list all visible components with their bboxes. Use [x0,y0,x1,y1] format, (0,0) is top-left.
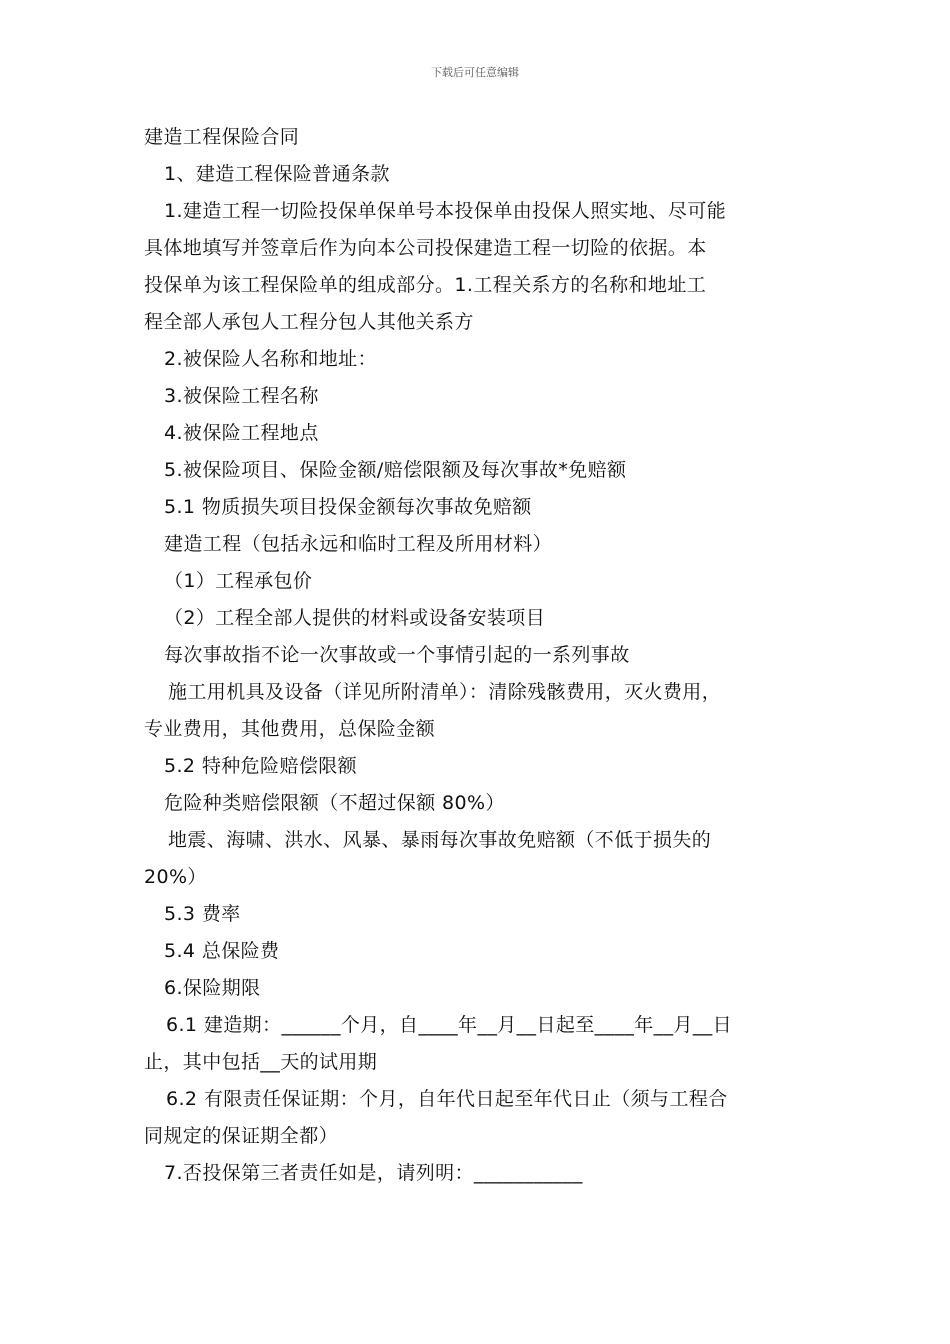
paragraph-line: 6.2 有限责任保证期：个月，自年代日起至年代日止（须与工程合 [166,1088,728,1110]
paragraph-line: 6.1 建造期：______个月，自____年__月__日起至____年__月__日 [166,1014,733,1036]
paragraph-line: 具体地填写并签章后作为向本公司投保建造工程一切险的依据。本 [144,237,707,259]
paragraph-line: 1.建造工程一切险投保单保单号本投保单由投保人照实地、尽可能 [164,200,727,222]
paragraph-line: 2.被保险人名称和地址： [164,348,377,370]
paragraph-line: 3.被保险工程名称 [164,385,319,407]
paragraph-line: 每次事故指不论一次事故或一个事情引起的一系列事故 [164,644,630,666]
paragraph-line: 5.4 总保险费 [164,940,280,962]
paragraph-line: 地震、海啸、洪水、风暴、暴雨每次事故免赔额（不低于损失的 [168,829,712,851]
paragraph-line: 投保单为该工程保险单的组成部分。1.工程关系方的名称和地址工 [144,274,707,296]
paragraph-line: 施工用机具及设备（详见所附清单）：清除残骸费用，灭火费用， [168,681,722,703]
document-body [144,119,824,1192]
section-heading: 1、建造工程保险普通条款 [164,163,390,185]
document-title: 建造工程保险合同 [144,126,300,148]
paragraph-line: 建造工程（包括永远和临时工程及所用材料） [164,533,553,555]
paragraph-line: 6.保险期限 [164,977,261,999]
paragraph-line: （1）工程承包价 [164,570,313,592]
page-header: 下载后可任意编辑 [431,66,519,79]
paragraph-line: 20%） [144,866,207,888]
paragraph-line: 5.3 费率 [164,903,241,925]
paragraph-line: 专业费用，其他费用，总保险金额 [144,718,436,740]
paragraph-line: 5.1 物质损失项目投保金额每次事故免赔额 [164,496,532,518]
paragraph-line: 同规定的保证期全都） [144,1125,339,1147]
paragraph-line: 4.被保险工程地点 [164,422,319,444]
paragraph-line: 止，其中包括__天的试用期 [144,1051,378,1073]
paragraph-line: 危险种类赔偿限额（不超过保额 80%） [164,792,505,814]
paragraph-line: 7.否投保第三者责任如是，请列明：___________ [164,1162,583,1184]
paragraph-line: 5.2 特种危险赔偿限额 [164,755,358,777]
paragraph-line: 程全部人承包人工程分包人其他关系方 [144,311,474,333]
paragraph-line: （2）工程全部人提供的材料或设备安装项目 [164,607,546,629]
paragraph-line: 5.被保险项目、保险金额/赔偿限额及每次事故*免赔额 [164,459,627,481]
